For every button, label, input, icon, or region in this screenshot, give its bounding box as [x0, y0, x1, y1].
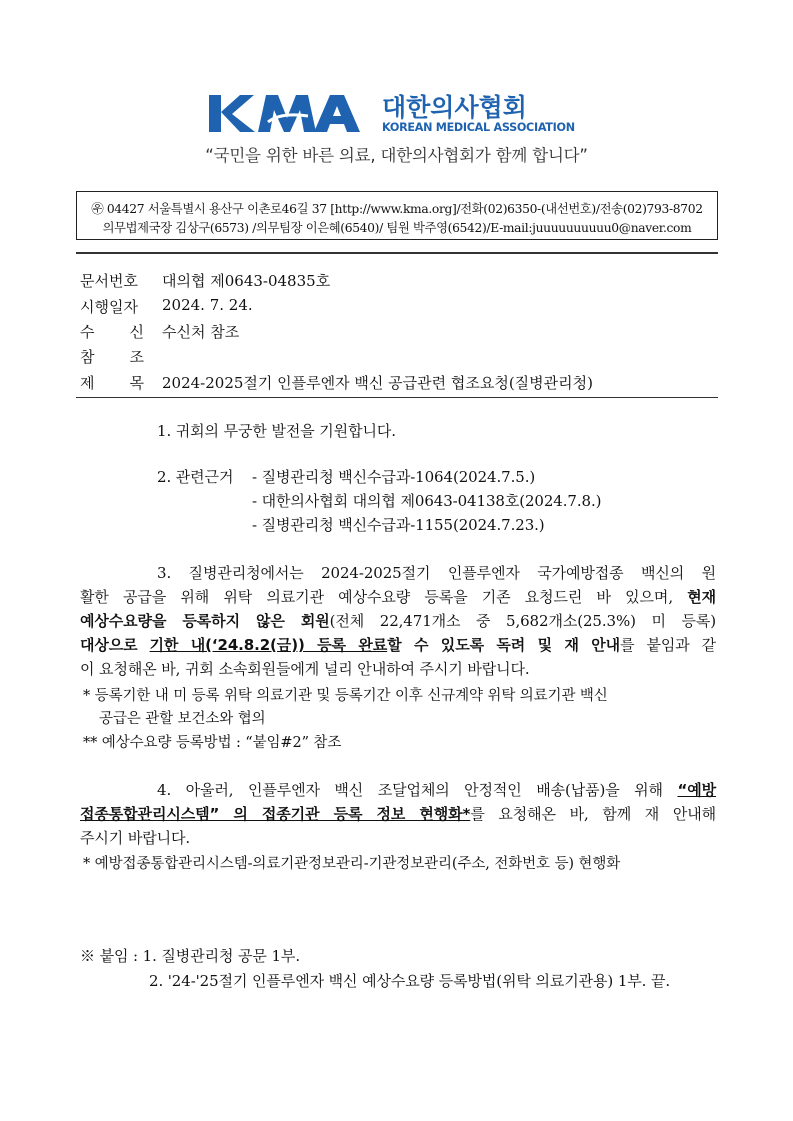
contact-line: 의무법제국장 김상구(6573) /의무팀장 이은혜(6540)/ 팀원 박주영(6542)/E-mail:juuuuuuuuuu0@naver.com: [102, 221, 692, 235]
recipient-label: 수 신: [80, 323, 144, 341]
recipient: 수신처 참조: [162, 323, 240, 341]
paragraph-4-line-1: 4. 아울러, 인플루엔자 백신 조달업체의 안정적인 배송(납품)을 위해 “예방: [157, 781, 717, 799]
date-row: [80, 296, 253, 317]
kma-logo-icon: [208, 92, 378, 134]
doc-number-row: [80, 270, 330, 291]
attachment-1: ※ 붙임 : 1. 질병관리청 공문 1부.: [80, 947, 300, 965]
doc-number: 대의협 제0643-04835호: [162, 272, 331, 290]
header-divider: [76, 252, 718, 254]
address-box: [76, 191, 718, 240]
paragraph-4-line-2: 접종통합관리시스템” 의 접종기관 등록 정보 현행화*를 요청해온 바, 함께 재 안내해: [80, 805, 716, 823]
address-line: ㉾ 04427 서울특별시 용산구 이촌로46길 37 [http://www.kma.org]/전화(02)6350-(내선번호)/전송(02)793-8702: [91, 202, 703, 216]
note-3: * 예방접종통합관리시스템-의료기관정보관리-기관정보관리(주소, 전화번호 등) 현행화: [83, 856, 621, 872]
recipient-row: [80, 321, 239, 342]
reference-label: 참 조: [80, 348, 144, 366]
paragraph-3-line-5: 이 요청해온 바, 귀회 소속회원들에게 널리 안내하여 주시기 바랍니다.: [80, 660, 530, 678]
paragraph-1: 1. 귀회의 무궁한 발전을 기원합니다.: [157, 422, 396, 440]
slogan: “국민을 위한 바른 의료, 대한의사협회가 함께 합니다”: [205, 146, 588, 165]
reference-row: [80, 346, 162, 367]
kma-logo-mark: [208, 92, 378, 134]
paragraph-3-line-1: 3. 질병관리청에서는 2024-2025절기 인플루엔자 국가예방접종 백신의 원: [157, 564, 716, 582]
reference-item-3: - 질병관리청 백신수급과-1155(2024.7.23.): [252, 516, 545, 534]
subject-label: 제 목: [80, 374, 144, 392]
subject: 2024-2025절기 인플루엔자 백신 공급관련 협조요청(질병관리청): [162, 374, 593, 392]
date-label: 시행일자: [80, 298, 138, 316]
doc-number-label: 문서번호: [80, 272, 138, 290]
subject-divider: [76, 397, 718, 398]
paragraph-3-line-3: 예상수요량을 등록하지 않은 회원(전체 22,471개소 중 5,682개소(25.3%) 미 등록): [80, 612, 717, 630]
org-name-korean: 대한의사협회: [382, 93, 527, 122]
note-2: ** 예상수요량 등록방법 : “붙임#2” 참조: [83, 735, 342, 751]
org-name-english: KOREAN MEDICAL ASSOCIATION: [382, 121, 575, 134]
reference-item-1: - 질병관리청 백신수급과-1064(2024.7.5.): [252, 468, 536, 486]
reference-item-2: - 대한의사협회 대의협 제0643-04138호(2024.7.8.): [252, 492, 602, 510]
letterhead-logo: [208, 92, 575, 134]
paragraph-2-lead: 2. 관련근거: [157, 468, 234, 486]
paragraph-3-line-2: 활한 공급을 위해 위탁 의료기관 예상수요량 등록을 기존 요청드린 바 있으며, 현재: [80, 588, 716, 606]
note-1-line-1: * 등록기한 내 미 등록 위탁 의료기관 및 등록기간 이후 신규계약 위탁 의료기관 백신: [83, 688, 608, 704]
paragraph-4-line-3: 주시기 바랍니다.: [80, 829, 191, 847]
subject-row: [80, 372, 593, 393]
note-1-line-2: 공급은 관할 보건소와 협의: [99, 711, 266, 727]
issue-date: 2024. 7. 24.: [162, 296, 253, 314]
paragraph-3-line-4: 대상으로 기한 내(‘24.8.2(금)) 등록 완료할 수 있도록 독려 및 재 안내를 붙임과 같: [80, 636, 716, 654]
attachment-2: 2. '24-'25절기 인플루엔자 백신 예상수요량 등록방법(위탁 의료기관용) 1부. 끝.: [149, 972, 671, 990]
